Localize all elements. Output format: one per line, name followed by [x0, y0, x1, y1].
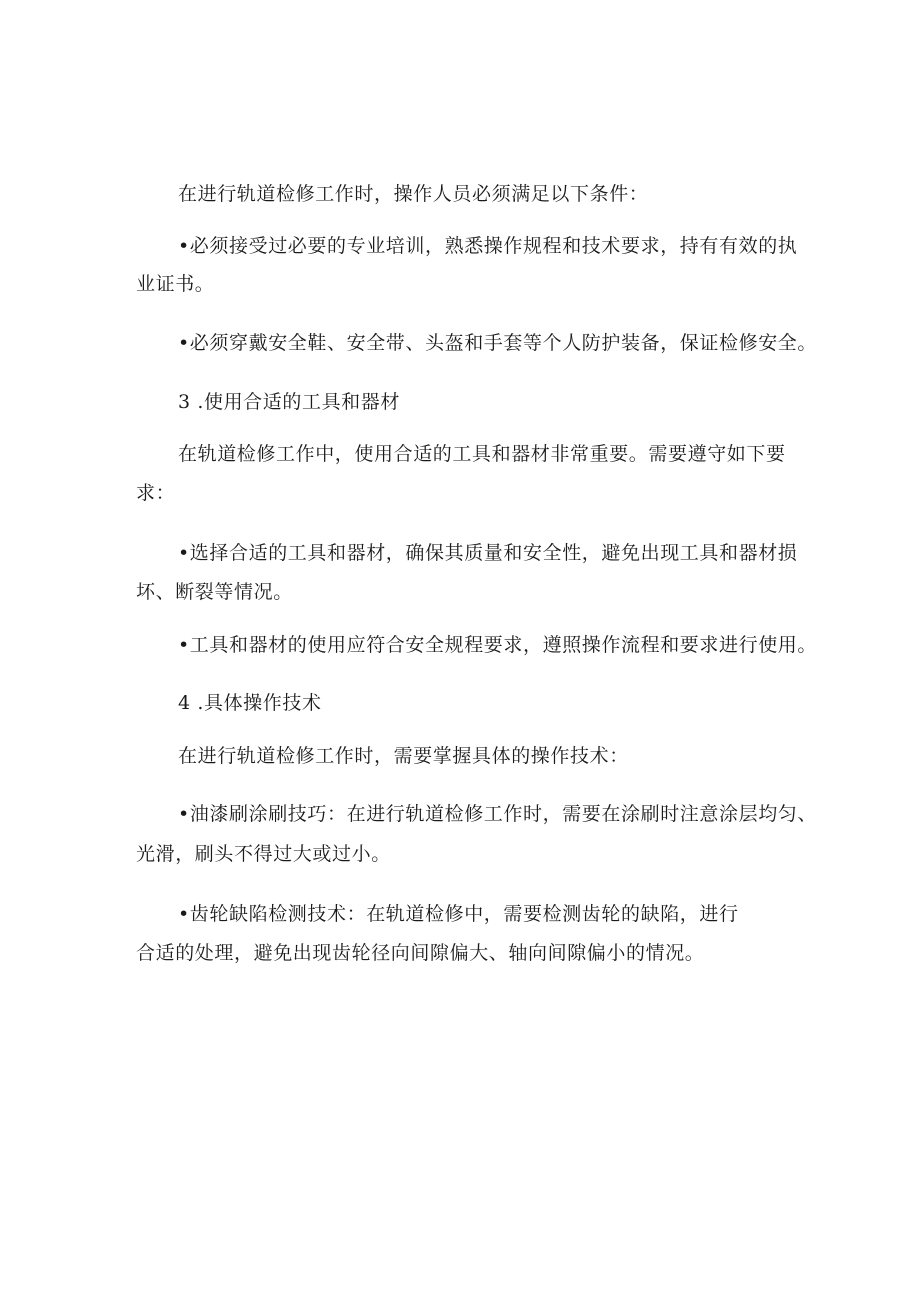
bullet-select-tools-line-1: •选择合适的工具和器材，确保其质量和安全性，避免出现工具和器材损: [178, 542, 798, 564]
paragraph-tools-intro-line-2: 求：: [136, 482, 176, 504]
bullet-gear-detection-line-2: 合适的处理，避免出现齿轮径向间隙偏大、轴向间隙偏小的情况。: [136, 942, 705, 964]
bullet-select-tools-line-2: 坏、断裂等情况。: [136, 581, 293, 603]
bullet-painting-line-1: •油漆刷涂刷技巧：在进行轨道检修工作时，需要在涂刷时注意涂层均匀、: [178, 803, 818, 825]
bullet-gear-detection-line-1: •齿轮缺陷检测技术：在轨道检修中，需要检测齿轮的缺陷，进行: [178, 903, 739, 925]
paragraph-techniques-intro: 在进行轨道检修工作时，需要掌握具体的操作技术：: [178, 745, 629, 767]
paragraph-tools-intro-line-1: 在轨道检修工作中，使用合适的工具和器材非常重要。需要遵守如下要: [178, 443, 786, 465]
paragraph-intro-conditions: 在进行轨道检修工作时，操作人员必须满足以下条件：: [178, 183, 649, 205]
bullet-protective-gear: •必须穿戴安全鞋、安全带、头盔和手套等个人防护装备，保证检修安全。: [178, 332, 818, 354]
bullet-training-line-1: •必须接受过必要的专业培训，熟悉操作规程和技术要求，持有有效的执: [178, 235, 798, 257]
bullet-painting-line-2: 光滑，刷头不得过大或过小。: [136, 843, 391, 865]
bullet-training-line-2: 业证书。: [136, 273, 215, 295]
section-heading-4: 4 .具体操作技术: [178, 692, 322, 714]
section-heading-3: 3 .使用合适的工具和器材: [178, 391, 400, 413]
bullet-tool-usage: •工具和器材的使用应符合安全规程要求，遵照操作流程和要求进行使用。: [178, 634, 818, 656]
